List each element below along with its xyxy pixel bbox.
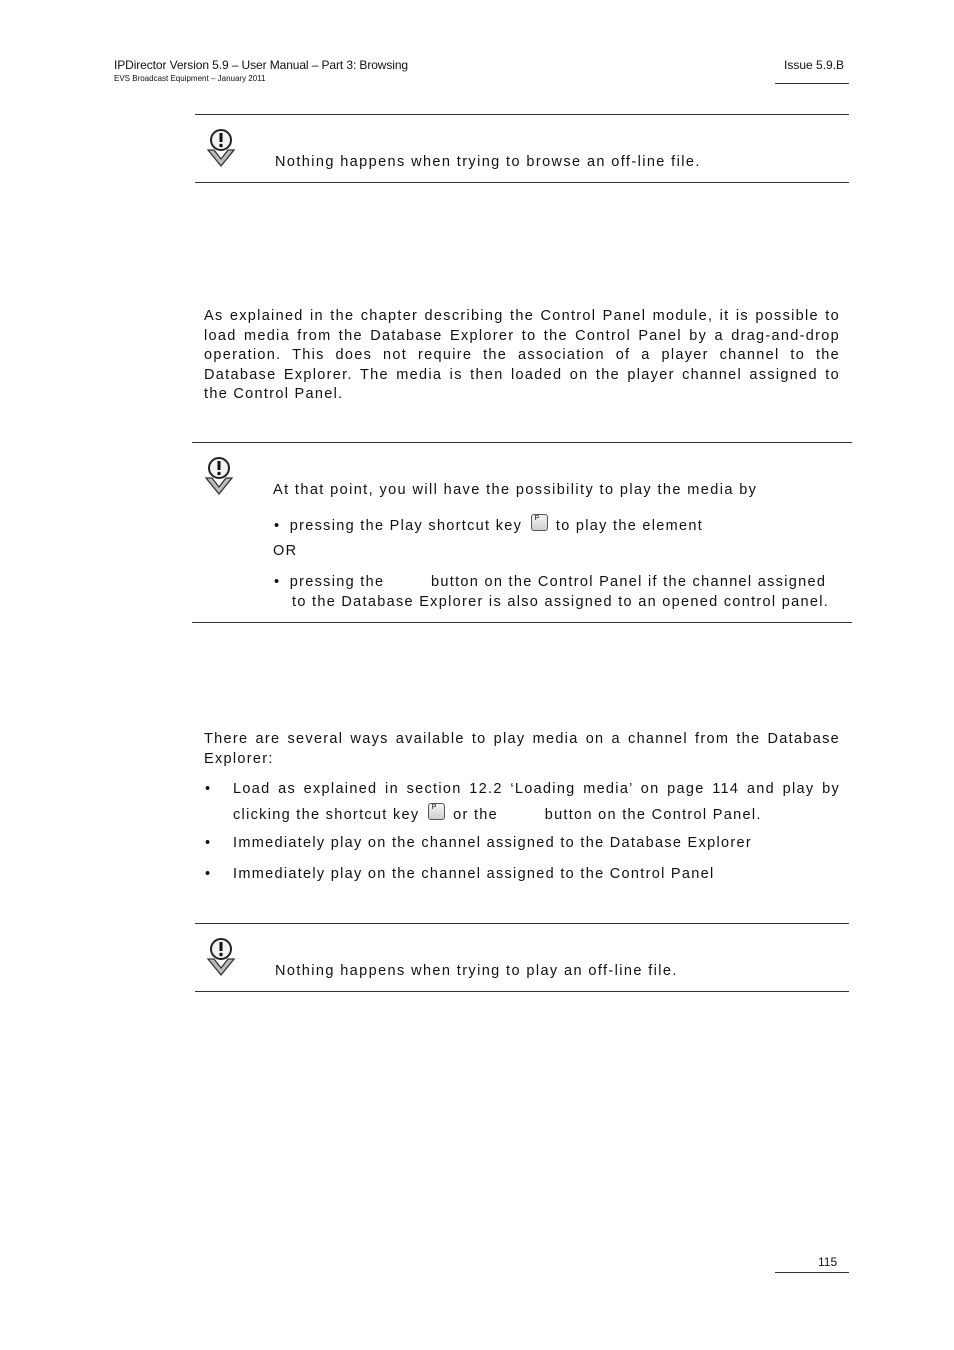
footer-rule: [775, 1272, 849, 1273]
note-exclamation-icon: [202, 454, 236, 496]
note1-text: Nothing happens when trying to browse an off-line file.: [275, 154, 701, 170]
playing-item3: Immediately play on the channel assigned to the Control Panel: [233, 866, 715, 882]
bullet: •: [274, 574, 281, 590]
note3-bottom-rule: [195, 991, 849, 992]
playing-item1-text-mid: or the: [453, 807, 499, 823]
playing-item1-bullet: •: [205, 781, 212, 797]
note2-bullet2-text-after: button on the Control Panel if the channel assigned: [431, 574, 827, 590]
playing-intro: There are several ways available to play media on a channel from the Database Explorer:: [204, 731, 840, 767]
note2-bullet2: [274, 574, 826, 590]
note2-bullet2-text-before: pressing the: [289, 574, 385, 590]
page-number: 115: [818, 1255, 838, 1269]
playing-item3-bullet: •: [205, 866, 212, 882]
note2-bullet1-text-before: pressing the Play shortcut key: [289, 518, 523, 534]
note2-bullet2-line2: to the Database Explorer is also assigned to an opened control panel.: [292, 594, 830, 610]
note1-top-rule: [195, 114, 849, 115]
note2-bullet1: [274, 514, 703, 534]
playing-item1-text-before: clicking the shortcut key: [233, 807, 420, 823]
play-shortcut-key-icon: P: [531, 514, 548, 531]
note3-top-rule: [195, 923, 849, 924]
header-issue: Issue 5.9.B: [784, 58, 845, 72]
header-subtitle: EVS Broadcast Equipment – January 2011: [114, 74, 266, 83]
header-title: IPDirector Version 5.9 – User Manual – Part 3: Browsing: [114, 58, 408, 72]
bullet: •: [274, 518, 281, 534]
header-rule: [775, 83, 849, 84]
playing-item1-line1: Load as explained in section 12.2 ‘Loading media’ on page 114 and play by: [233, 781, 840, 797]
note2-bullet1-text-after: to play the element: [555, 518, 704, 534]
note2-intro: At that point, you will have the possibility to play the media by: [273, 482, 758, 498]
note3-text: Nothing happens when trying to play an off-line file.: [275, 963, 678, 979]
playing-item2: Immediately play on the channel assigned to the Database Explorer: [233, 835, 752, 851]
note2-bottom-rule: [192, 622, 852, 623]
playing-item1-line2: [233, 803, 762, 823]
playing-item1-text-after: button on the Control Panel.: [544, 807, 762, 823]
note2-top-rule: [192, 442, 852, 443]
note-exclamation-icon: [204, 126, 238, 168]
note2-or: OR: [273, 543, 298, 559]
play-shortcut-key-icon: P: [428, 803, 445, 820]
note1-bottom-rule: [195, 182, 849, 183]
note-exclamation-icon: [204, 935, 238, 977]
loading-paragraph: As explained in the chapter describing the Control Panel module, it is possible to load media from the Database Explorer to the Control Panel by a drag-and-drop operation. This does not require the association of a player channel to the Database Explorer. The media is then loaded on the player channel assigned to the Control Panel.: [204, 308, 840, 402]
playing-item2-bullet: •: [205, 835, 212, 851]
